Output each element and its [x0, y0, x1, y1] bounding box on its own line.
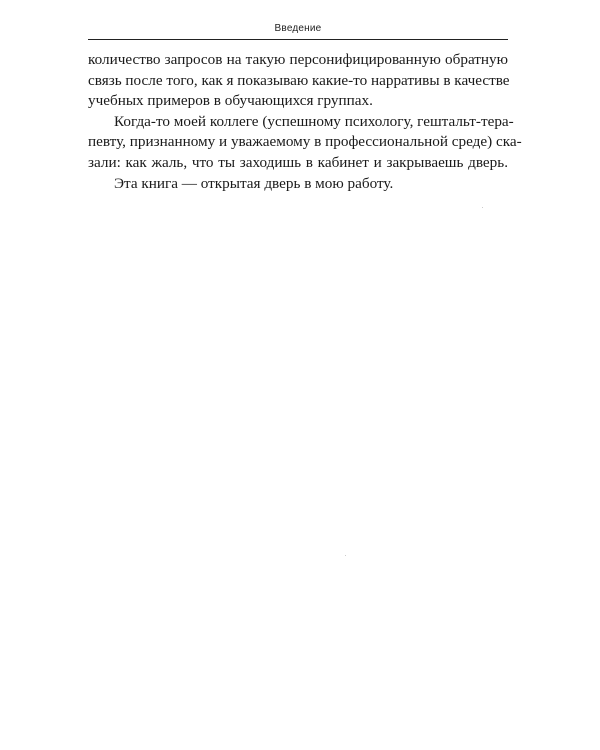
paragraph-2	[88, 112, 522, 174]
scan-speck	[345, 555, 346, 556]
running-header	[88, 20, 508, 40]
text-line: связь после того, как я показываю какие-то нарративы в качестве	[88, 71, 510, 89]
body-text	[88, 50, 522, 194]
text-line: учебных примеров в обучающихся группах.	[88, 92, 373, 110]
paragraph-1	[88, 50, 508, 112]
running-header-title: Введение	[274, 23, 322, 34]
paragraph-3	[88, 174, 508, 195]
scan-speck	[482, 207, 483, 208]
text-line: певту, признанному и уважаемому в профессиональной среде) ска-	[88, 133, 522, 151]
text-line: зали: как жаль, что ты заходишь в кабинет и закрываешь дверь.	[88, 153, 508, 171]
text-line: Когда-то моей коллеге (успешному психологу, гештальт-тера-	[114, 112, 514, 130]
text-line: количество запросов на такую персонифицированную обратную	[88, 51, 508, 68]
text-line: Эта книга — открытая дверь в мою работу.	[114, 174, 394, 192]
